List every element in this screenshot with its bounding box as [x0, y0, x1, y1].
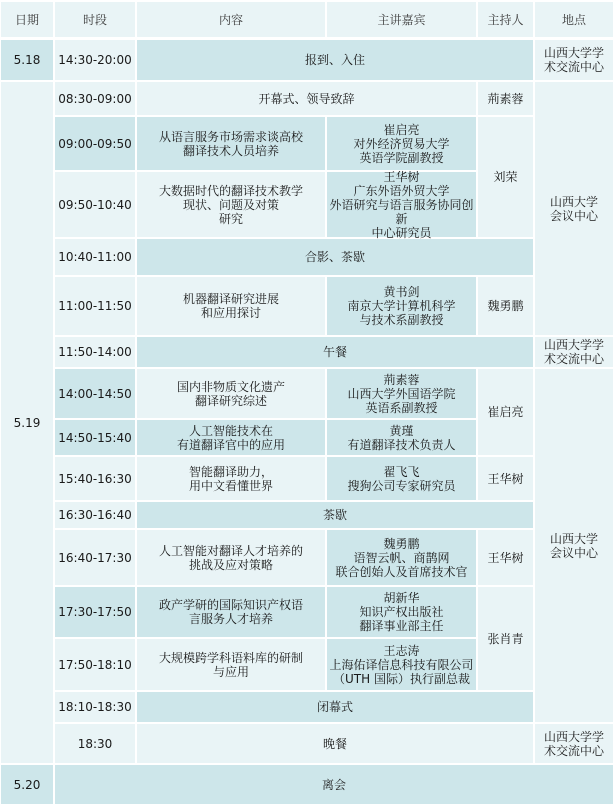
header-date: 日期	[1, 2, 53, 37]
event-opening: 开幕式、领导致辞	[137, 82, 476, 115]
time-cell: 15:40-16:30	[55, 457, 135, 500]
time-cell: 17:50-18:10	[55, 639, 135, 690]
header-venue: 地点	[535, 2, 613, 37]
event-registration: 报到、入住	[137, 40, 533, 80]
host-cell: 王华树	[478, 530, 533, 585]
speaker-info: 崔启亮 对外经济贸易大学 英语学院副教授	[327, 117, 476, 170]
venue-cell: 山西大学 会议中心	[535, 369, 613, 722]
speaker-info: 王华树 广东外语外贸大学 外语研究与语言服务协同创新 中心研究员	[327, 172, 476, 237]
host-cell: 张肖青	[478, 587, 533, 690]
host-cell: 崔启亮	[478, 369, 533, 455]
time-cell: 11:00-11:50	[55, 277, 135, 335]
event-closing: 闭幕式	[137, 692, 533, 722]
talk-title: 大数据时代的翻译技术教学 现状、问题及对策 研究	[137, 172, 325, 237]
time-cell: 11:50-14:00	[55, 337, 135, 367]
time-cell: 14:30-20:00	[55, 40, 135, 80]
time-cell: 09:50-10:40	[55, 172, 135, 237]
event-departure: 离会	[55, 765, 613, 804]
speaker-info: 黄瑾 有道翻译技术负责人	[327, 420, 476, 455]
host-cell: 魏勇鹏	[478, 277, 533, 335]
time-cell: 09:00-09:50	[55, 117, 135, 170]
time-cell: 16:40-17:30	[55, 530, 135, 585]
speaker-info: 魏勇鹏 语智云帆、商鹊网 联合创始人及首席技术官	[327, 530, 476, 585]
talk-title: 国内非物质文化遗产 翻译研究综述	[137, 369, 325, 418]
time-cell: 10:40-11:00	[55, 239, 135, 275]
host-cell: 刘荣	[478, 117, 533, 237]
talk-title: 人工智能技术在 有道翻译官中的应用	[137, 420, 325, 455]
talk-title: 智能翻译助力， 用中文看懂世界	[137, 457, 325, 500]
event-lunch: 午餐	[137, 337, 533, 367]
header-time: 时段	[55, 2, 135, 37]
talk-title: 大规模跨学科语料库的研制 与应用	[137, 639, 325, 690]
date-cell: 5.19	[1, 82, 53, 763]
header-speaker: 主讲嘉宾	[327, 2, 476, 37]
header-host: 主持人	[478, 2, 533, 37]
speaker-info: 黄书剑 南京大学计算机科学 与技术系副教授	[327, 277, 476, 335]
event-photo-break: 合影、茶歇	[137, 239, 533, 275]
venue-cell: 山西大学学 术交流中心	[535, 337, 613, 367]
time-cell: 14:00-14:50	[55, 369, 135, 418]
venue-cell: 山西大学学 术交流中心	[535, 724, 613, 763]
date-cell: 5.18	[1, 40, 53, 80]
time-cell: 16:30-16:40	[55, 502, 135, 528]
time-cell: 08:30-09:00	[55, 82, 135, 115]
event-dinner: 晚餐	[137, 724, 533, 763]
talk-title: 机器翻译研究进展 和应用探讨	[137, 277, 325, 335]
speaker-info: 翟飞飞 搜狗公司专家研究员	[327, 457, 476, 500]
time-cell: 18:30	[55, 724, 135, 763]
time-cell: 14:50-15:40	[55, 420, 135, 455]
venue-cell: 山西大学 会议中心	[535, 82, 613, 335]
time-cell: 18:10-18:30	[55, 692, 135, 722]
talk-title: 从语言服务市场需求谈高校 翻译技术人员培养	[137, 117, 325, 170]
header-content: 内容	[137, 2, 325, 37]
time-cell: 17:30-17:50	[55, 587, 135, 637]
speaker-info: 胡新华 知识产权出版社 翻译事业部主任	[327, 587, 476, 637]
event-tea-break: 茶歇	[137, 502, 533, 528]
host-cell: 荊素蓉	[478, 82, 533, 115]
talk-title: 政产学研的国际知识产权语 言服务人才培养	[137, 587, 325, 637]
speaker-info: 王志涛 上海佑译信息科技有限公司 （UTH 国际）执行副总裁	[327, 639, 476, 690]
venue-cell: 山西大学学 术交流中心	[535, 40, 613, 80]
talk-title: 人工智能对翻译人才培养的 挑战及应对策略	[137, 530, 325, 585]
date-cell: 5.20	[1, 765, 53, 804]
speaker-info: 荊素蓉 山西大学外国语学院 英语系副教授	[327, 369, 476, 418]
host-cell: 王华树	[478, 457, 533, 500]
